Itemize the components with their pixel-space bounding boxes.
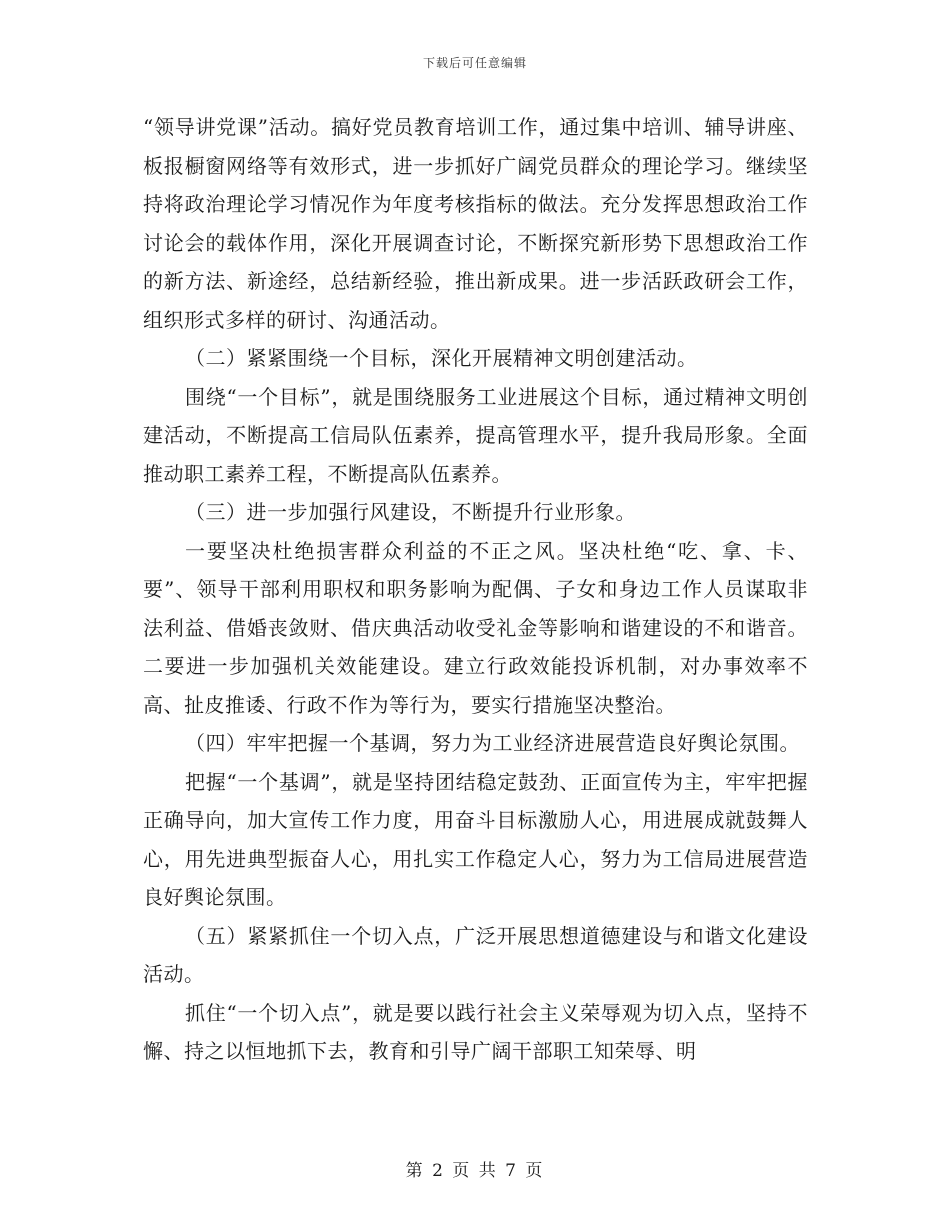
- paragraph: 围绕“一个目标”，就是围绕服务工业进展这个目标，通过精神文明创建活动，不断提高工信局队伍素养，提高管理水平，提升我局形象。全面推动职工素养工程，不断提高队伍素养。: [143, 384, 808, 486]
- section-heading: （三）进一步加强行风建设，不断提升行业形象。: [185, 500, 636, 524]
- paragraph: 把握“一个基调”，就是坚持团结稳定鼓劲、正面宣传为主，牢牢把握正确导向，加大宣传工作力度，用奋斗目标激励人心，用进展成就鼓舞人心，用先进典型振奋人心，用扎实工作稳定人心，努力为工信局进展营造良好舆论氛围。: [143, 769, 808, 909]
- paragraph: “领导讲党课”活动。搞好党员教育培训工作，通过集中培训、辅导讲座、板报橱窗网络等有效形式，进一步抓好广阔党员群众的理论学习。继续坚持将政治理论学习情况作为年度考核指标的做法。充分发挥思想政治工作讨论会的载体作用，深化开展调查讨论，不断探究新形势下思想政治工作的新方法、新途经，总结新经验，推出新成果。进一步活跃政研会工作，组织形式多样的研讨、沟通活动。: [143, 115, 808, 332]
- section-heading: （二）紧紧围绕一个目标，深化开展精神文明创建活动。: [185, 346, 698, 370]
- section-heading: （四）牢牢把握一个基调，努力为工业经济进展营造良好舆论氛围。: [185, 731, 800, 755]
- document-body: [143, 108, 808, 1071]
- page-number-footer: 第 2 页 共 7 页: [405, 1161, 545, 1181]
- paragraph: 一要坚决杜绝损害群众利益的不正之风。坚决杜绝“吃、拿、卡、要”、领导干部利用职权和职务影响为配偶、子女和身边工作人员谋取非法利益、借婚丧敛财、借庆典活动收受礼金等影响和谐建设的不和谐音。二要进一步加强机关效能建设。建立行政效能投诉机制，对办事效率不高、扯皮推诿、行政不作为等行为，要实行措施坚决整治。: [143, 538, 808, 717]
- section-heading: （五）紧紧抓住一个切入点，广泛开展思想道德建设与和谐文化建设活动。: [143, 923, 808, 986]
- page-header: 下载后可任意编辑: [422, 56, 527, 70]
- paragraph: 抓住“一个切入点”，就是要以践行社会主义荣辱观为切入点，坚持不懈、持之以恒地抓下去，教育和引导广阔干部职工知荣辱、明: [143, 1000, 808, 1063]
